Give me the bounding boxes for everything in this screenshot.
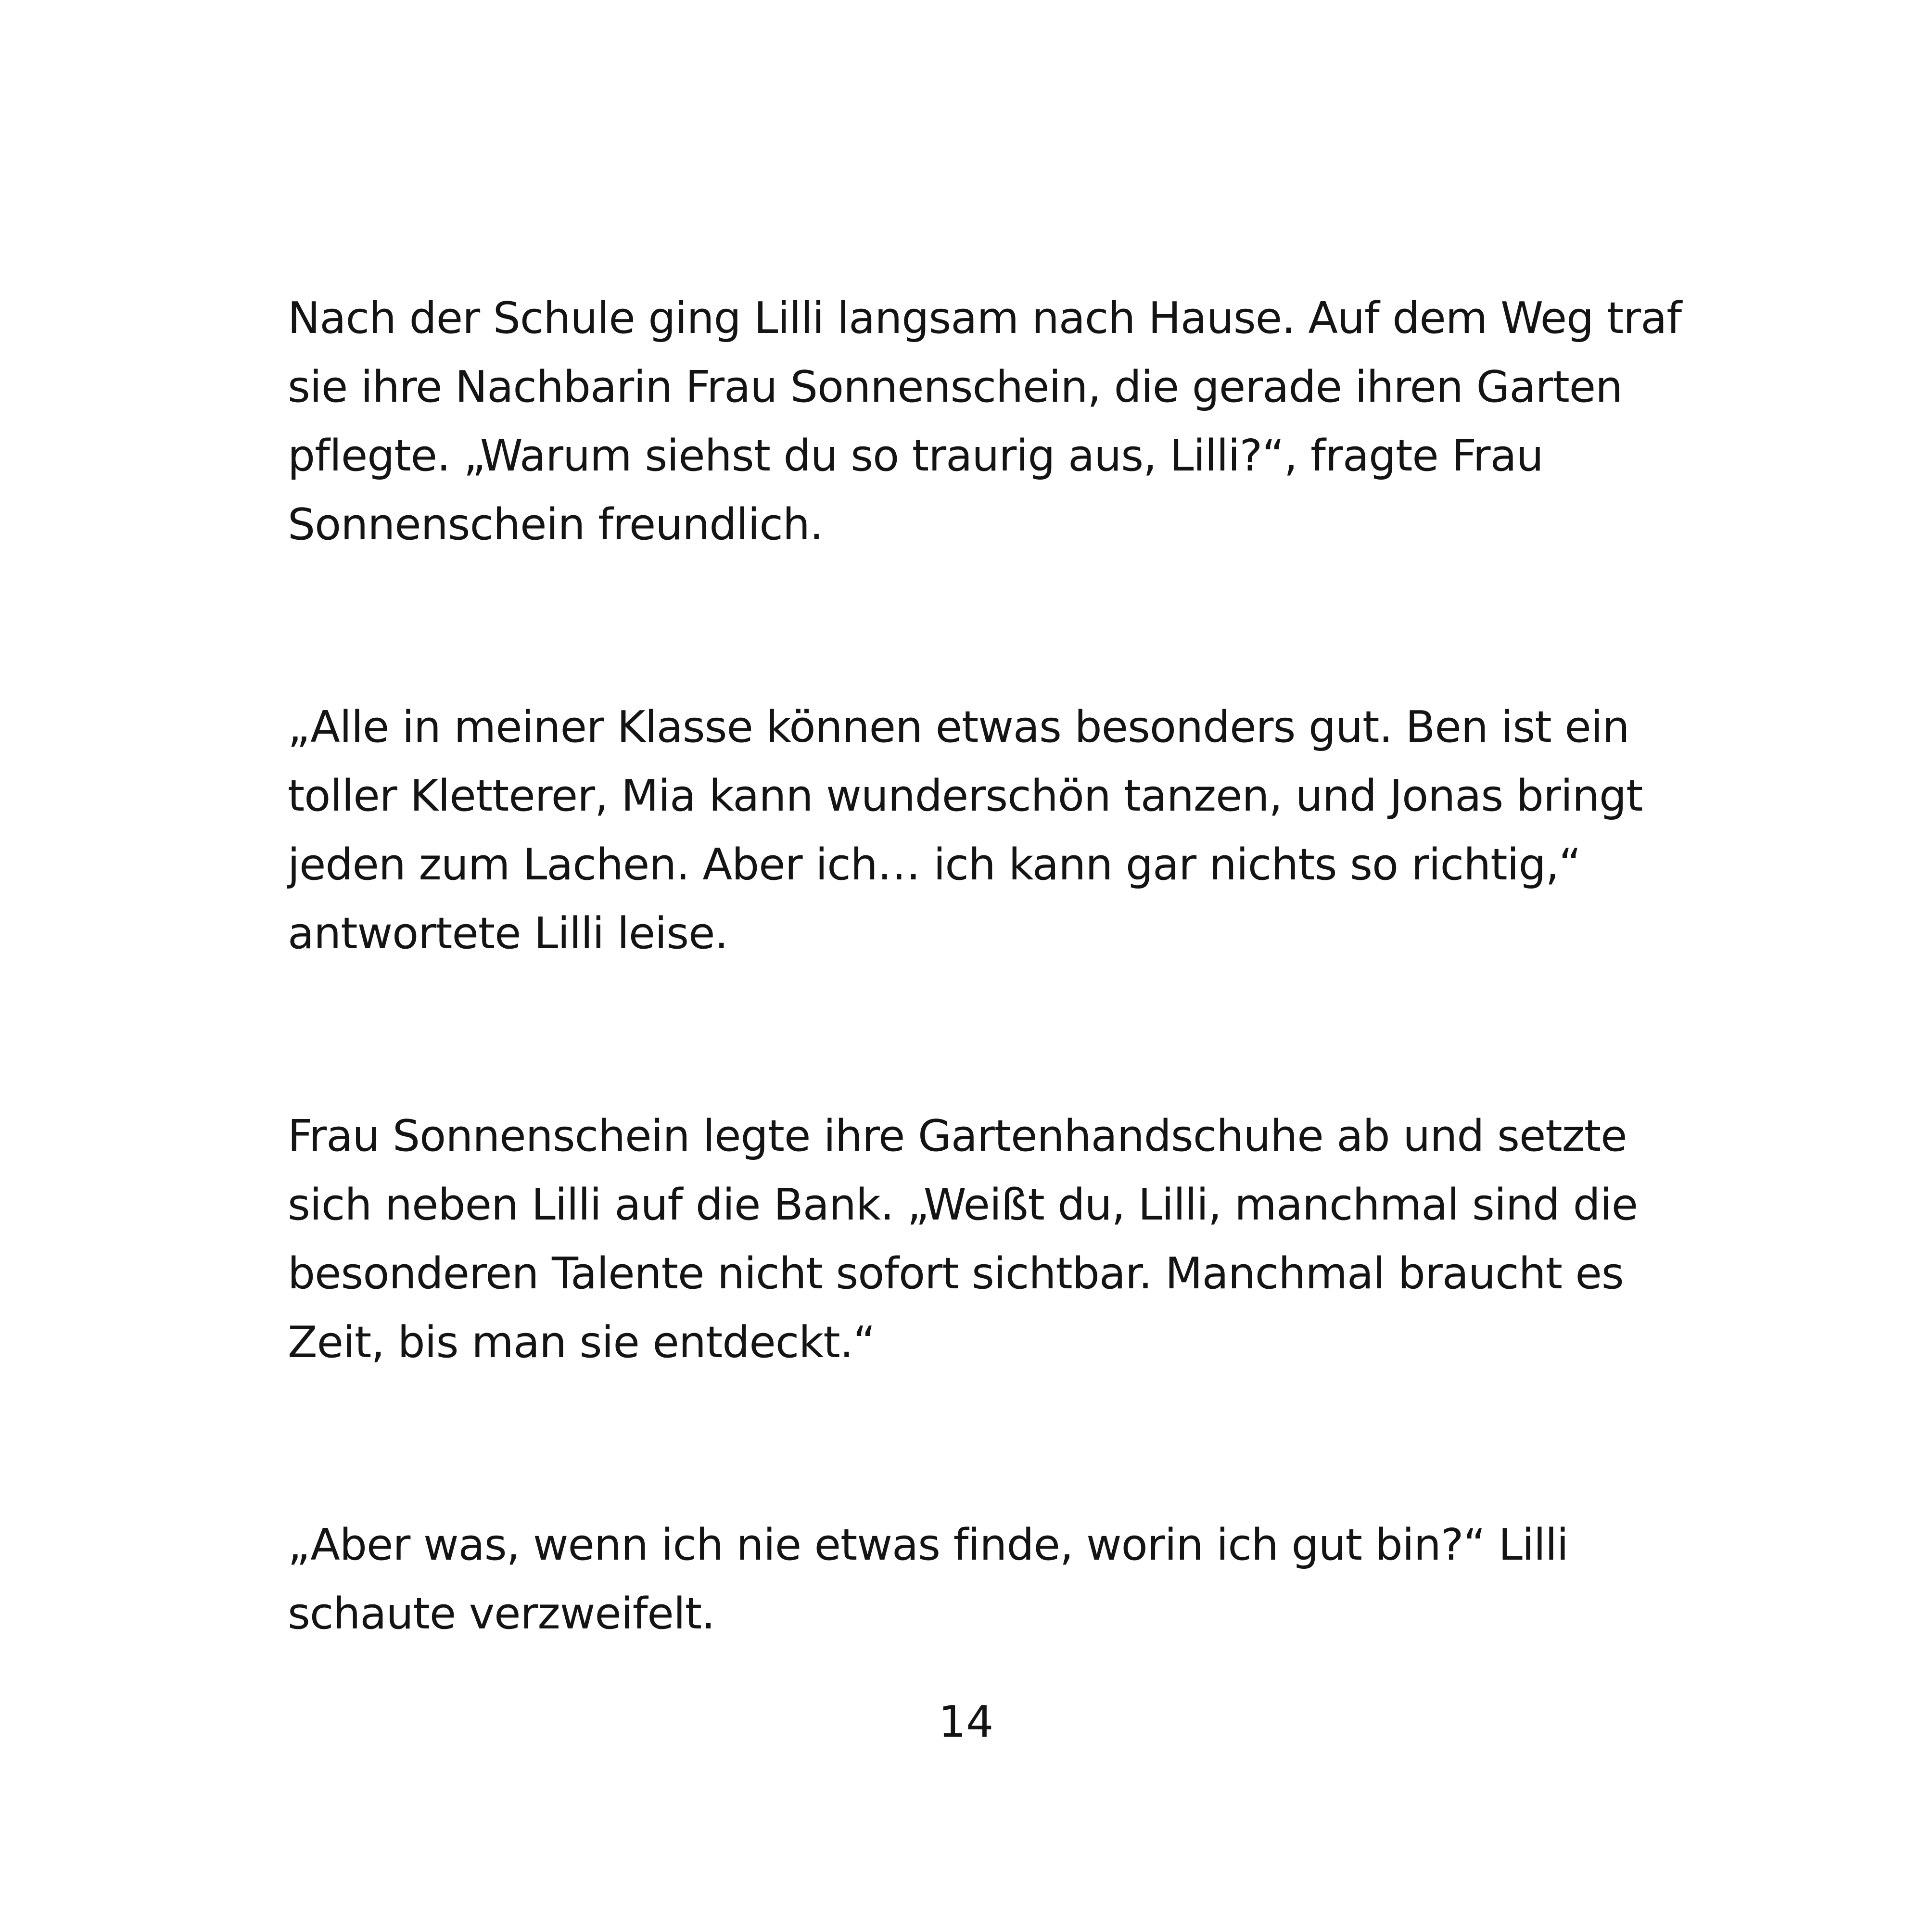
paragraph-1 xyxy=(288,284,1682,559)
page-number: 14 xyxy=(938,1697,994,1747)
text-line: „Aber was, wenn ich nie etwas finde, worin ich gut bin?“ Lilli xyxy=(288,1520,1568,1570)
text-line: schaute verzweifelt. xyxy=(288,1589,715,1639)
text-line: antwortete Lilli leise. xyxy=(288,908,728,959)
paragraph-2 xyxy=(288,693,1664,968)
text-line: Zeit, bis man sie entdeckt.“ xyxy=(288,1317,875,1368)
text-line: jeden zum Lachen. Aber ich… ich kann gar nichts so richtig,“ xyxy=(288,839,1581,890)
paragraph-4 xyxy=(288,1511,1664,1648)
text-line: Sonnenschein freundlich. xyxy=(288,499,823,550)
text-line: toller Kletterer, Mia kann wunderschön tanzen, und Jonas bringt xyxy=(288,771,1643,821)
text-line: Frau Sonnenschein legte ihre Gartenhandschuhe ab und setzte xyxy=(288,1111,1627,1161)
text-line: besonderen Talente nicht sofort sichtbar. Manchmal braucht es xyxy=(288,1248,1624,1299)
text-line: sie ihre Nachbarin Frau Sonnenschein, die gerade ihren Garten xyxy=(288,362,1623,412)
text-line: pflegte. „Warum siehst du so traurig aus, Lilli?“, fragte Frau xyxy=(288,431,1543,481)
paragraph-3 xyxy=(288,1102,1664,1377)
text-line: Nach der Schule ging Lilli langsam nach Hause. Auf dem Weg traf xyxy=(288,293,1682,343)
text-line: „Alle in meiner Klasse können etwas besonders gut. Ben ist ein xyxy=(288,702,1629,752)
text-line: sich neben Lilli auf die Bank. „Weißt du, Lilli, manchmal sind die xyxy=(288,1180,1638,1230)
